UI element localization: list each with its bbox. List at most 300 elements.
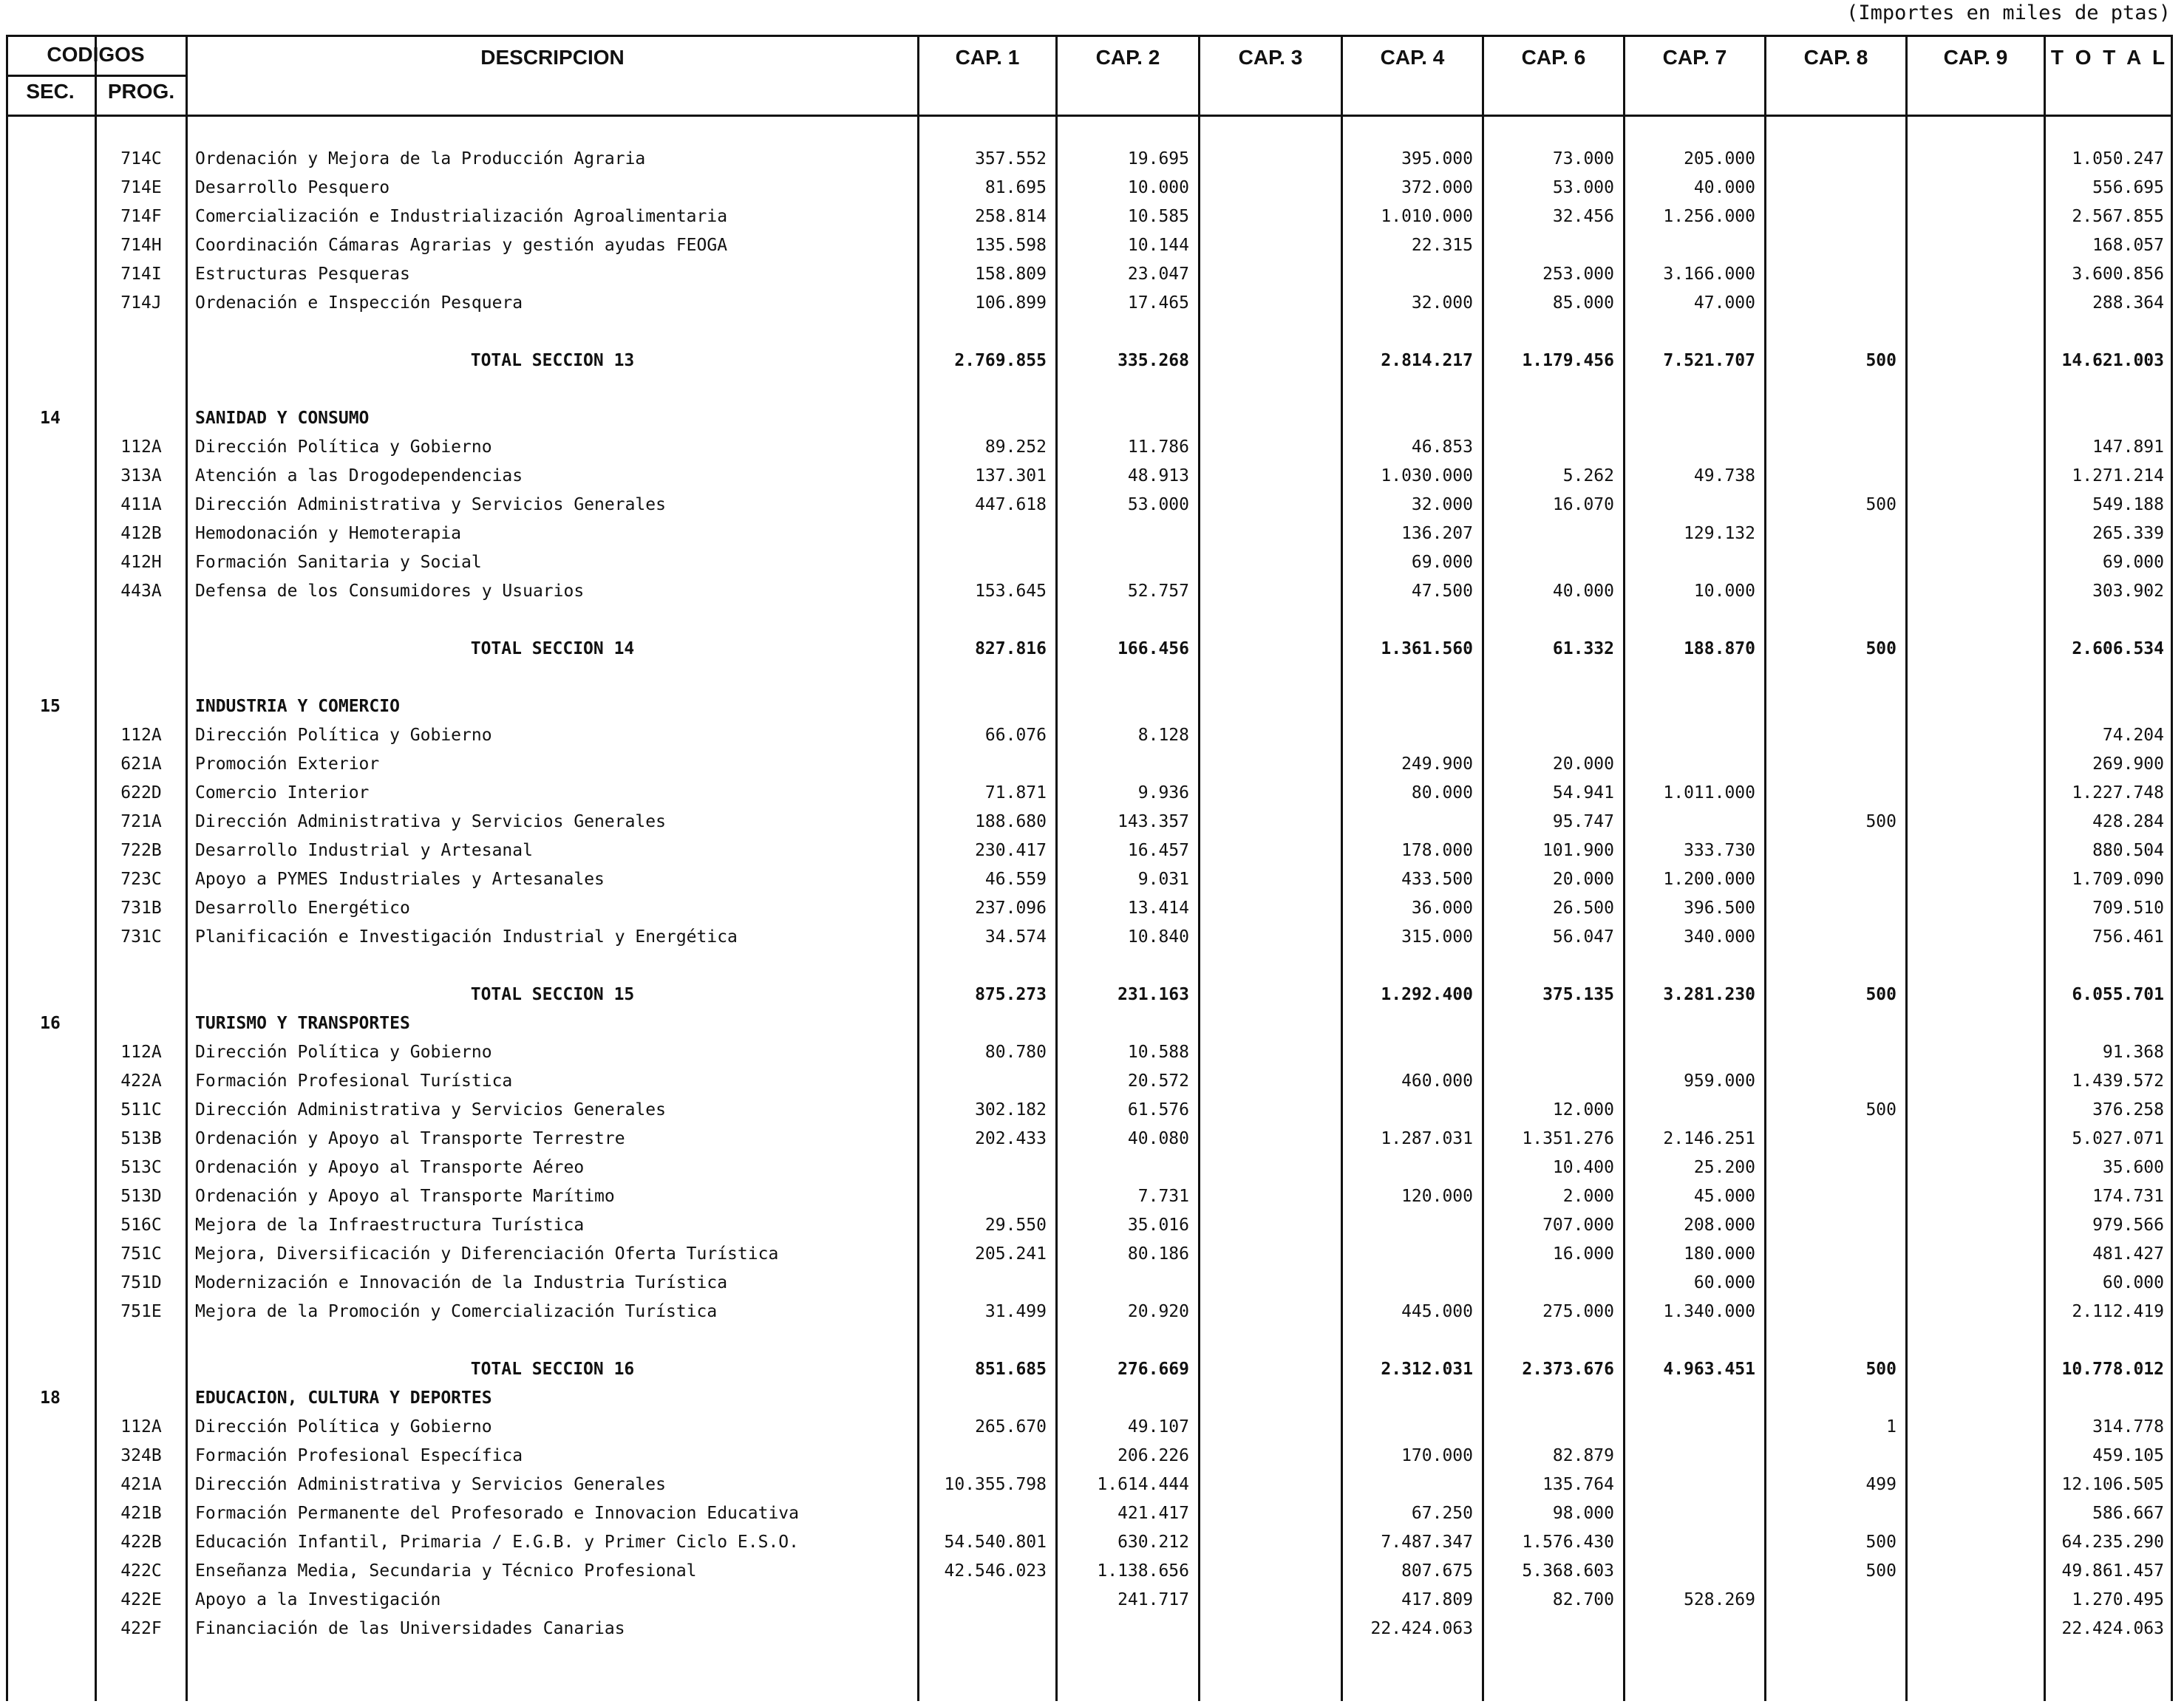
- program-description: Planificación e Investigación Industrial y Energética: [195, 927, 738, 947]
- amount-c7: 1.011.000: [1663, 783, 1755, 802]
- amount-c2: 9.031: [1137, 870, 1189, 889]
- amount-c6: 20.000: [1552, 754, 1614, 774]
- amount-c7: 40.000: [1693, 178, 1755, 197]
- amount-c1: 265.670: [975, 1417, 1047, 1437]
- amount-c4: 80.000: [1411, 783, 1473, 802]
- total-amount-c8: 500: [1865, 351, 1896, 370]
- header-cap8: CAP. 8: [1803, 46, 1868, 69]
- amount-c2: 10.840: [1127, 927, 1189, 947]
- amount-c4: 22.424.063: [1370, 1619, 1473, 1638]
- amount-c7: 1.200.000: [1663, 870, 1755, 889]
- program-description: Apoyo a PYMES Industriales y Artesanales: [195, 870, 605, 889]
- amount-c7: 1.340.000: [1663, 1302, 1755, 1321]
- program-description: Promoción Exterior: [195, 754, 380, 774]
- program-code: 723C: [120, 870, 162, 889]
- amount-c4: 32.000: [1411, 293, 1473, 313]
- amount-c1: 447.618: [975, 495, 1047, 514]
- amount-total: 481.427: [2092, 1244, 2164, 1264]
- amount-c6: 56.047: [1552, 927, 1614, 947]
- amount-c2: 241.717: [1117, 1590, 1189, 1609]
- program-code: 511C: [120, 1100, 162, 1119]
- amount-total: 64.235.290: [2061, 1533, 2164, 1552]
- amount-total: 709.510: [2092, 899, 2164, 918]
- program-description: Educación Infantil, Primaria / E.G.B. y Primer Ciclo E.S.O.: [195, 1533, 799, 1552]
- program-description: Ordenación y Apoyo al Transporte Terrestre: [195, 1129, 625, 1148]
- amount-c6: 1.576.430: [1522, 1533, 1614, 1552]
- amount-c1: 302.182: [975, 1100, 1047, 1119]
- total-amount-total: 6.055.701: [2072, 985, 2164, 1004]
- amount-c8: 500: [1865, 495, 1896, 514]
- amount-total: 428.284: [2092, 812, 2164, 831]
- amount-c1: 153.645: [975, 582, 1047, 601]
- program-description: Apoyo a la Investigación: [195, 1590, 441, 1609]
- amount-c1: 230.417: [975, 841, 1047, 860]
- amount-c1: 258.814: [975, 207, 1047, 226]
- amount-c7: 47.000: [1693, 293, 1755, 313]
- amount-c6: 16.070: [1552, 495, 1614, 514]
- total-amount-c1: 2.769.855: [954, 351, 1047, 370]
- amount-c1: 31.499: [984, 1302, 1047, 1321]
- total-amount-c6: 61.332: [1552, 639, 1614, 658]
- total-amount-c7: 7.521.707: [1663, 351, 1755, 370]
- amount-c4: 36.000: [1411, 899, 1473, 918]
- header-cap9: CAP. 9: [1943, 46, 2008, 69]
- amount-total: 174.731: [2092, 1187, 2164, 1206]
- amount-c1: 202.433: [975, 1129, 1047, 1148]
- amount-c2: 10.588: [1127, 1043, 1189, 1062]
- amount-c7: 45.000: [1693, 1187, 1755, 1206]
- total-amount-c2: 166.456: [1117, 639, 1189, 658]
- amount-c8: 1: [1886, 1417, 1896, 1437]
- amount-c1: 10.355.798: [944, 1475, 1047, 1494]
- program-code: 722B: [120, 841, 162, 860]
- program-description: Desarrollo Industrial y Artesanal: [195, 841, 533, 860]
- amount-c6: 5.262: [1562, 466, 1614, 485]
- amount-total: 49.861.457: [2061, 1561, 2164, 1581]
- amount-c4: 315.000: [1401, 927, 1473, 947]
- amount-c6: 32.456: [1552, 207, 1614, 226]
- program-code: 422B: [120, 1533, 162, 1552]
- program-description: Ordenación y Apoyo al Transporte Aéreo: [195, 1158, 585, 1177]
- program-code: 714C: [120, 149, 162, 168]
- amount-c1: 158.809: [975, 265, 1047, 284]
- amount-c6: 253.000: [1542, 265, 1614, 284]
- amount-c2: 19.695: [1127, 149, 1189, 168]
- amount-total: 1.270.495: [2072, 1590, 2164, 1609]
- total-amount-total: 2.606.534: [2072, 639, 2164, 658]
- amount-c1: 81.695: [984, 178, 1047, 197]
- amount-total: 91.368: [2102, 1043, 2164, 1062]
- total-amount-c2: 231.163: [1117, 985, 1189, 1004]
- header-cap6: CAP. 6: [1521, 46, 1586, 69]
- program-description: Financiación de las Universidades Canarias: [195, 1619, 625, 1638]
- program-code: 731C: [120, 927, 162, 947]
- amount-c6: 82.879: [1552, 1446, 1614, 1465]
- total-amount-c7: 4.963.451: [1663, 1360, 1755, 1379]
- total-amount-c8: 500: [1865, 985, 1896, 1004]
- section-number: 14: [40, 409, 61, 428]
- program-code: 513D: [120, 1187, 162, 1206]
- amount-c7: 208.000: [1684, 1216, 1755, 1235]
- amount-total: 1.227.748: [2072, 783, 2164, 802]
- program-code: 324B: [120, 1446, 162, 1465]
- header-prog: PROG.: [107, 80, 175, 103]
- amount-c7: 340.000: [1684, 927, 1755, 947]
- amount-c6: 707.000: [1542, 1216, 1614, 1235]
- total-amount-c4: 2.814.217: [1381, 351, 1473, 370]
- program-code: 112A: [120, 1043, 162, 1062]
- amount-c2: 421.417: [1117, 1504, 1189, 1523]
- amount-c4: 178.000: [1401, 841, 1473, 860]
- amount-c6: 275.000: [1542, 1302, 1614, 1321]
- amount-c1: 42.546.023: [944, 1561, 1047, 1581]
- amount-c2: 10.585: [1127, 207, 1189, 226]
- program-code: 112A: [120, 437, 162, 457]
- header-bottom-line: [6, 115, 2173, 117]
- amount-c6: 12.000: [1552, 1100, 1614, 1119]
- program-description: Hemodonación y Hemoterapia: [195, 524, 462, 543]
- program-code: 422F: [120, 1619, 162, 1638]
- total-amount-c1: 875.273: [975, 985, 1047, 1004]
- amount-c2: 52.757: [1127, 582, 1189, 601]
- amount-c4: 170.000: [1401, 1446, 1473, 1465]
- amount-c2: 1.614.444: [1097, 1475, 1189, 1494]
- amount-total: 74.204: [2102, 726, 2164, 745]
- section-title: TURISMO Y TRANSPORTES: [195, 1014, 410, 1033]
- total-amount-c8: 500: [1865, 639, 1896, 658]
- program-description: Comercio Interior: [195, 783, 370, 802]
- total-amount-c4: 1.361.560: [1381, 639, 1473, 658]
- amount-c2: 23.047: [1127, 265, 1189, 284]
- total-amount-c4: 2.312.031: [1381, 1360, 1473, 1379]
- amount-c6: 20.000: [1552, 870, 1614, 889]
- amount-c1: 71.871: [984, 783, 1047, 802]
- section-title: SANIDAD Y CONSUMO: [195, 409, 370, 428]
- program-code: 731B: [120, 899, 162, 918]
- program-description: Dirección Política y Gobierno: [195, 1043, 492, 1062]
- amount-c2: 7.731: [1137, 1187, 1189, 1206]
- program-code: 714E: [120, 178, 162, 197]
- header-cap2: CAP. 2: [1095, 46, 1160, 69]
- section-title: INDUSTRIA Y COMERCIO: [195, 697, 400, 716]
- program-description: Dirección Política y Gobierno: [195, 437, 492, 457]
- amount-c1: 188.680: [975, 812, 1047, 831]
- amount-total: 1.271.214: [2072, 466, 2164, 485]
- amount-c6: 101.900: [1542, 841, 1614, 860]
- program-code: 112A: [120, 726, 162, 745]
- program-code: 421B: [120, 1504, 162, 1523]
- header-codigos: CODIGOS: [47, 43, 145, 66]
- amount-total: 314.778: [2092, 1417, 2164, 1437]
- amount-c7: 528.269: [1684, 1590, 1755, 1609]
- amount-c8: 500: [1865, 1561, 1896, 1581]
- program-code: 421A: [120, 1475, 162, 1494]
- amount-c4: 120.000: [1401, 1187, 1473, 1206]
- program-description: Dirección Política y Gobierno: [195, 726, 492, 745]
- total-amount-total: 14.621.003: [2061, 351, 2164, 370]
- amount-c2: 10.000: [1127, 178, 1189, 197]
- amount-c6: 73.000: [1552, 149, 1614, 168]
- amount-c4: 445.000: [1401, 1302, 1473, 1321]
- program-code: 751E: [120, 1302, 162, 1321]
- amount-c1: 205.241: [975, 1244, 1047, 1264]
- amount-c2: 16.457: [1127, 841, 1189, 860]
- amount-c7: 3.166.000: [1663, 265, 1755, 284]
- section-number: 15: [40, 697, 61, 716]
- program-description: Ordenación e Inspección Pesquera: [195, 293, 523, 313]
- program-description: Formación Sanitaria y Social: [195, 553, 482, 572]
- amount-c2: 80.186: [1127, 1244, 1189, 1264]
- program-code: 622D: [120, 783, 162, 802]
- amount-c6: 40.000: [1552, 582, 1614, 601]
- amount-c1: 29.550: [984, 1216, 1047, 1235]
- amount-c6: 2.000: [1562, 1187, 1614, 1206]
- amount-c6: 16.000: [1552, 1244, 1614, 1264]
- total-amount-c2: 335.268: [1117, 351, 1189, 370]
- amount-c7: 10.000: [1693, 582, 1755, 601]
- amount-c2: 35.016: [1127, 1216, 1189, 1235]
- col-divider: [1764, 35, 1766, 1701]
- amount-c6: 82.700: [1552, 1590, 1614, 1609]
- amount-c4: 460.000: [1401, 1071, 1473, 1091]
- amount-total: 586.667: [2092, 1504, 2164, 1523]
- header-cap4: CAP. 4: [1380, 46, 1445, 69]
- amount-c8: 499: [1865, 1475, 1896, 1494]
- amount-c2: 206.226: [1117, 1446, 1189, 1465]
- program-code: 422C: [120, 1561, 162, 1581]
- amount-total: 69.000: [2102, 553, 2164, 572]
- amount-c7: 396.500: [1684, 899, 1755, 918]
- program-code: 516C: [120, 1216, 162, 1235]
- amount-c4: 417.809: [1401, 1590, 1473, 1609]
- program-code: 422A: [120, 1071, 162, 1091]
- program-description: Desarrollo Pesquero: [195, 178, 390, 197]
- amount-c4: 1.287.031: [1381, 1129, 1473, 1148]
- amount-c2: 17.465: [1127, 293, 1189, 313]
- amount-total: 1.050.247: [2072, 149, 2164, 168]
- amount-total: 288.364: [2092, 293, 2164, 313]
- amount-c2: 630.212: [1117, 1533, 1189, 1552]
- amount-c2: 10.144: [1127, 236, 1189, 255]
- amount-c4: 67.250: [1411, 1504, 1473, 1523]
- amount-c4: 395.000: [1401, 149, 1473, 168]
- header-sec: SEC.: [26, 80, 75, 103]
- amount-c1: 46.559: [984, 870, 1047, 889]
- amount-c4: 1.010.000: [1381, 207, 1473, 226]
- amount-c6: 85.000: [1552, 293, 1614, 313]
- amount-c8: 500: [1865, 1533, 1896, 1552]
- header-cap7: CAP. 7: [1662, 46, 1727, 69]
- program-description: Formación Profesional Turística: [195, 1071, 513, 1091]
- program-code: 721A: [120, 812, 162, 831]
- amount-c1: 106.899: [975, 293, 1047, 313]
- program-code: 714J: [120, 293, 162, 313]
- amount-c7: 60.000: [1693, 1273, 1755, 1292]
- program-description: Desarrollo Energético: [195, 899, 410, 918]
- program-code: 513C: [120, 1158, 162, 1177]
- amount-total: 303.902: [2092, 582, 2164, 601]
- amount-c4: 22.315: [1411, 236, 1473, 255]
- amount-total: 1.709.090: [2072, 870, 2164, 889]
- amount-c1: 54.540.801: [944, 1533, 1047, 1552]
- amount-c2: 8.128: [1137, 726, 1189, 745]
- amount-total: 549.188: [2092, 495, 2164, 514]
- amount-c6: 10.400: [1552, 1158, 1614, 1177]
- amount-c4: 7.487.347: [1381, 1533, 1473, 1552]
- program-description: Mejora de la Promoción y Comercialización Turística: [195, 1302, 718, 1321]
- amount-c7: 1.256.000: [1663, 207, 1755, 226]
- section-total-label: TOTAL SECCION 14: [470, 639, 635, 658]
- amount-total: 2.112.419: [2072, 1302, 2164, 1321]
- amount-c6: 54.941: [1552, 783, 1614, 802]
- amount-c8: 500: [1865, 1100, 1896, 1119]
- amount-c4: 69.000: [1411, 553, 1473, 572]
- program-code: 714F: [120, 207, 162, 226]
- amount-c1: 34.574: [984, 927, 1047, 947]
- program-code: 412B: [120, 524, 162, 543]
- units-note: (Importes en miles de ptas): [1846, 1, 2171, 24]
- program-code: 513B: [120, 1129, 162, 1148]
- amount-c1: 135.598: [975, 236, 1047, 255]
- section-title: EDUCACION, CULTURA Y DEPORTES: [195, 1388, 492, 1408]
- amount-c6: 53.000: [1552, 178, 1614, 197]
- amount-c8: 500: [1865, 812, 1896, 831]
- amount-c7: 129.132: [1684, 524, 1755, 543]
- total-amount-c6: 375.135: [1542, 985, 1614, 1004]
- total-amount-c1: 827.816: [975, 639, 1047, 658]
- amount-c7: 25.200: [1693, 1158, 1755, 1177]
- col-divider: [1905, 35, 1908, 1701]
- program-description: Dirección Administrativa y Servicios Generales: [195, 1475, 666, 1494]
- amount-total: 35.600: [2102, 1158, 2164, 1177]
- total-amount-c8: 500: [1865, 1360, 1896, 1379]
- amount-total: 1.439.572: [2072, 1071, 2164, 1091]
- amount-c2: 13.414: [1127, 899, 1189, 918]
- program-code: 714I: [120, 265, 162, 284]
- amount-c1: 137.301: [975, 466, 1047, 485]
- amount-c2: 20.572: [1127, 1071, 1189, 1091]
- amount-c1: 357.552: [975, 149, 1047, 168]
- program-description: Ordenación y Apoyo al Transporte Marítimo: [195, 1187, 615, 1206]
- amount-c4: 46.853: [1411, 437, 1473, 457]
- program-description: Defensa de los Consumidores y Usuarios: [195, 582, 585, 601]
- program-code: 443A: [120, 582, 162, 601]
- amount-c6: 26.500: [1552, 899, 1614, 918]
- amount-c1: 80.780: [984, 1043, 1047, 1062]
- amount-c7: 49.738: [1693, 466, 1755, 485]
- program-description: Enseñanza Media, Secundaria y Técnico Profesional: [195, 1561, 697, 1581]
- amount-total: 3.600.856: [2072, 265, 2164, 284]
- section-total-label: TOTAL SECCION 13: [470, 351, 635, 370]
- section-total-label: TOTAL SECCION 15: [470, 985, 635, 1004]
- program-code: 313A: [120, 466, 162, 485]
- amount-c4: 372.000: [1401, 178, 1473, 197]
- amount-c4: 47.500: [1411, 582, 1473, 601]
- amount-total: 880.504: [2092, 841, 2164, 860]
- program-description: Estructuras Pesqueras: [195, 265, 410, 284]
- program-description: Mejora, Diversificación y Diferenciación Oferta Turística: [195, 1244, 779, 1264]
- amount-total: 756.461: [2092, 927, 2164, 947]
- header-cap3: CAP. 3: [1238, 46, 1303, 69]
- amount-c2: 49.107: [1127, 1417, 1189, 1437]
- amount-c2: 20.920: [1127, 1302, 1189, 1321]
- amount-c1: 66.076: [984, 726, 1047, 745]
- program-description: Dirección Administrativa y Servicios Generales: [195, 495, 666, 514]
- program-description: Mejora de la Infraestructura Turística: [195, 1216, 585, 1235]
- total-amount-c6: 2.373.676: [1522, 1360, 1614, 1379]
- amount-total: 459.105: [2092, 1446, 2164, 1465]
- amount-c7: 2.146.251: [1663, 1129, 1755, 1148]
- amount-total: 12.106.505: [2061, 1475, 2164, 1494]
- amount-c4: 433.500: [1401, 870, 1473, 889]
- amount-total: 265.339: [2092, 524, 2164, 543]
- section-number: 18: [40, 1388, 61, 1408]
- total-amount-c6: 1.179.456: [1522, 351, 1614, 370]
- header-descripcion: DESCRIPCION: [480, 46, 625, 69]
- amount-c2: 61.576: [1127, 1100, 1189, 1119]
- amount-c2: 11.786: [1127, 437, 1189, 457]
- amount-c2: 40.080: [1127, 1129, 1189, 1148]
- header-total: T O T A L: [2050, 46, 2168, 69]
- amount-total: 5.027.071: [2072, 1129, 2164, 1148]
- total-amount-c2: 276.669: [1117, 1360, 1189, 1379]
- amount-total: 2.567.855: [2072, 207, 2164, 226]
- program-code: 412H: [120, 553, 162, 572]
- program-code: 621A: [120, 754, 162, 774]
- amount-c1: 237.096: [975, 899, 1047, 918]
- amount-total: 147.891: [2092, 437, 2164, 457]
- amount-c6: 95.747: [1552, 812, 1614, 831]
- amount-c6: 1.351.276: [1522, 1129, 1614, 1148]
- amount-total: 60.000: [2102, 1273, 2164, 1292]
- amount-c6: 5.368.603: [1522, 1561, 1614, 1581]
- total-amount-c1: 851.685: [975, 1360, 1047, 1379]
- amount-total: 556.695: [2092, 178, 2164, 197]
- total-amount-c4: 1.292.400: [1381, 985, 1473, 1004]
- program-description: Atención a las Drogodependencias: [195, 466, 523, 485]
- program-description: Comercialización e Industrialización Agroalimentaria: [195, 207, 728, 226]
- amount-c4: 136.207: [1401, 524, 1473, 543]
- program-code: 422E: [120, 1590, 162, 1609]
- amount-c7: 959.000: [1684, 1071, 1755, 1091]
- total-amount-total: 10.778.012: [2061, 1360, 2164, 1379]
- amount-c4: 32.000: [1411, 495, 1473, 514]
- program-code: 751D: [120, 1273, 162, 1292]
- program-code: 411A: [120, 495, 162, 514]
- amount-total: 269.900: [2092, 754, 2164, 774]
- amount-c6: 135.764: [1542, 1475, 1614, 1494]
- amount-total: 979.566: [2092, 1216, 2164, 1235]
- program-code: 112A: [120, 1417, 162, 1437]
- program-description: Formación Profesional Específica: [195, 1446, 523, 1465]
- amount-total: 22.424.063: [2061, 1619, 2164, 1638]
- program-code: 714H: [120, 236, 162, 255]
- amount-c2: 143.357: [1117, 812, 1189, 831]
- amount-c2: 48.913: [1127, 466, 1189, 485]
- amount-c2: 1.138.656: [1097, 1561, 1189, 1581]
- program-description: Coordinación Cámaras Agrarias y gestión ayudas FEOGA: [195, 236, 728, 255]
- amount-total: 168.057: [2092, 236, 2164, 255]
- program-description: Dirección Política y Gobierno: [195, 1417, 492, 1437]
- section-total-label: TOTAL SECCION 16: [470, 1360, 635, 1379]
- program-description: Formación Permanente del Profesorado e Innovacion Educativa: [195, 1504, 799, 1523]
- amount-c2: 9.936: [1137, 783, 1189, 802]
- amount-c4: 249.900: [1401, 754, 1473, 774]
- amount-c7: 333.730: [1684, 841, 1755, 860]
- program-description: Ordenación y Mejora de la Producción Agraria: [195, 149, 646, 168]
- amount-c2: 53.000: [1127, 495, 1189, 514]
- section-number: 16: [40, 1014, 61, 1033]
